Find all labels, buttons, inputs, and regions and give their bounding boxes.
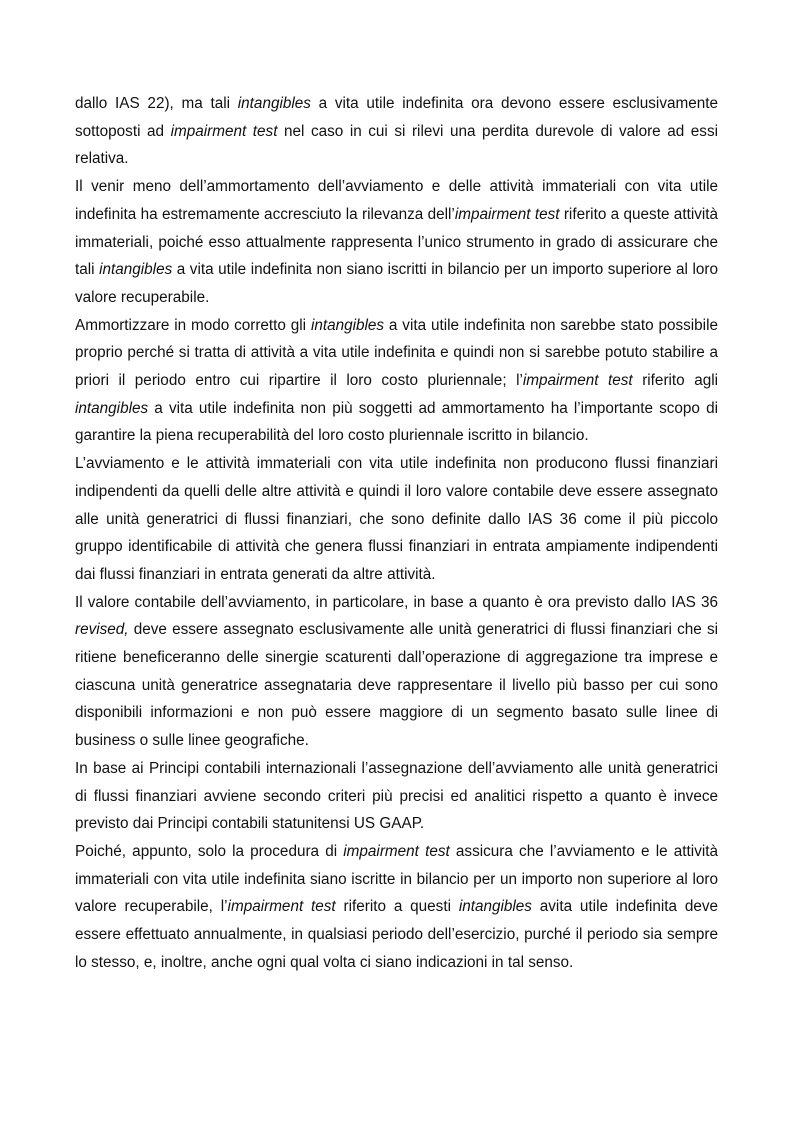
paragraph	[75, 90, 718, 173]
text-run: Il valore contabile dell’avviamento, in particolare, in base a quanto è ora previsto dallo IAS 36	[75, 593, 718, 611]
text-run: avita utile indefinita deve essere effettuato annualmente, in qualsiasi periodo dell’esercizio, purché il periodo sia sempre lo stesso, e, inoltre, anche ogni qual volta ci siano indicazioni in tal senso.	[75, 898, 719, 971]
italic-term: intangibles	[75, 399, 149, 417]
text-run: a vita utile indefinita ora devono essere esclusivamente sottoposti ad	[75, 95, 718, 140]
text-run: Poiché, appunto, solo la procedura di	[75, 842, 344, 860]
italic-term: intangibles	[458, 898, 532, 916]
paragraph	[75, 589, 718, 755]
text-run: assicura che l’avviamento e le attività immateriali con vita utile indefinita siano iscritte in bilancio per un importo non superiore al loro valore recuperabile, l’	[75, 842, 718, 916]
text-run: In base ai Principi contabili internazionali l’assegnazione dell’avviamento alle unità generatrici di flussi finanziari avviene secondo criteri più precisi ed analitici rispetto a quanto è invece previsto dai Principi contabili statunitensi US GAAP.	[75, 759, 718, 833]
text-run: riferito a questi	[335, 898, 459, 916]
italic-term: intangibles	[237, 95, 311, 112]
text-run: a vita utile indefinita non siano iscritti in bilancio per un importo superiore al loro valore recuperabile.	[75, 261, 718, 306]
text-run: nel caso in cui si rilevi una perdita durevole di valore ad essi relativa.	[75, 122, 718, 168]
text-run: deve essere assegnato esclusivamente alle unità generatrici di flussi finanziari che si ritiene beneficeranno delle sinergie scaturenti dall’operazione di aggregazione tra imprese e ciascuna unità generatrice assegnataria deve rappresentare il livello più basso per cui sono disponibili informazioni e non può essere maggiore di un segmento basato sulle linee di business o sulle linee geografiche.	[75, 621, 718, 750]
italic-term: revised,	[75, 621, 129, 639]
italic-term: impairment test	[522, 372, 633, 390]
text-run: a vita utile indefinita non sarebbe stato possibile proprio perché si tratta di attività a vita utile indefinita e quindi non si sarebbe potuto stabilire a priori il periodo entro cui ripartire il loro costo pluriennale; l’	[75, 316, 718, 390]
italic-term: intangibles	[310, 316, 385, 334]
italic-term: impairment test	[227, 898, 336, 916]
text-run: Ammortizzare in modo corretto gli	[75, 316, 311, 334]
italic-term: intangibles	[99, 261, 173, 279]
text-run: riferito a queste attività immateriali, poiché esso attualmente rappresenta l’unico strumento in grado di assicurare che tali	[75, 205, 719, 279]
italic-term: impairment test	[170, 122, 278, 140]
paragraph	[75, 312, 718, 451]
paragraph	[75, 450, 718, 589]
text-run: Il venir meno dell’ammortamento dell’avviamento e delle attività immateriali con vita utile indefinita ha estremamente accresciuto la rilevanza dell’	[75, 178, 718, 223]
paragraph	[75, 173, 718, 312]
text-run: dallo IAS 22), ma tali	[75, 95, 238, 112]
paragraph	[75, 755, 718, 838]
text-run: L’avviamento e le attività immateriali con vita utile indefinita non producono flussi finanziari indipendenti da quelli delle altre attività e quindi il loro valore contabile deve essere assegnato alle unità generatrici di flussi finanziari, che sono definite dallo IAS 36 come il più piccolo gruppo identificabile di attività che genera flussi finanziari in entrata ampiamente indipendenti dai flussi finanziari in entrata generati da altre attività.	[75, 455, 718, 583]
text-run: a vita utile indefinita non più soggetti ad ammortamento ha l’importante scopo di garantire la piena recuperabilità del loro costo pluriennale iscritto in bilancio.	[75, 399, 718, 445]
text-run: riferito agli	[632, 372, 719, 390]
italic-term: impairment test	[454, 205, 560, 223]
paragraph	[75, 838, 718, 977]
italic-term: impairment test	[343, 842, 450, 860]
document-body	[75, 90, 718, 977]
